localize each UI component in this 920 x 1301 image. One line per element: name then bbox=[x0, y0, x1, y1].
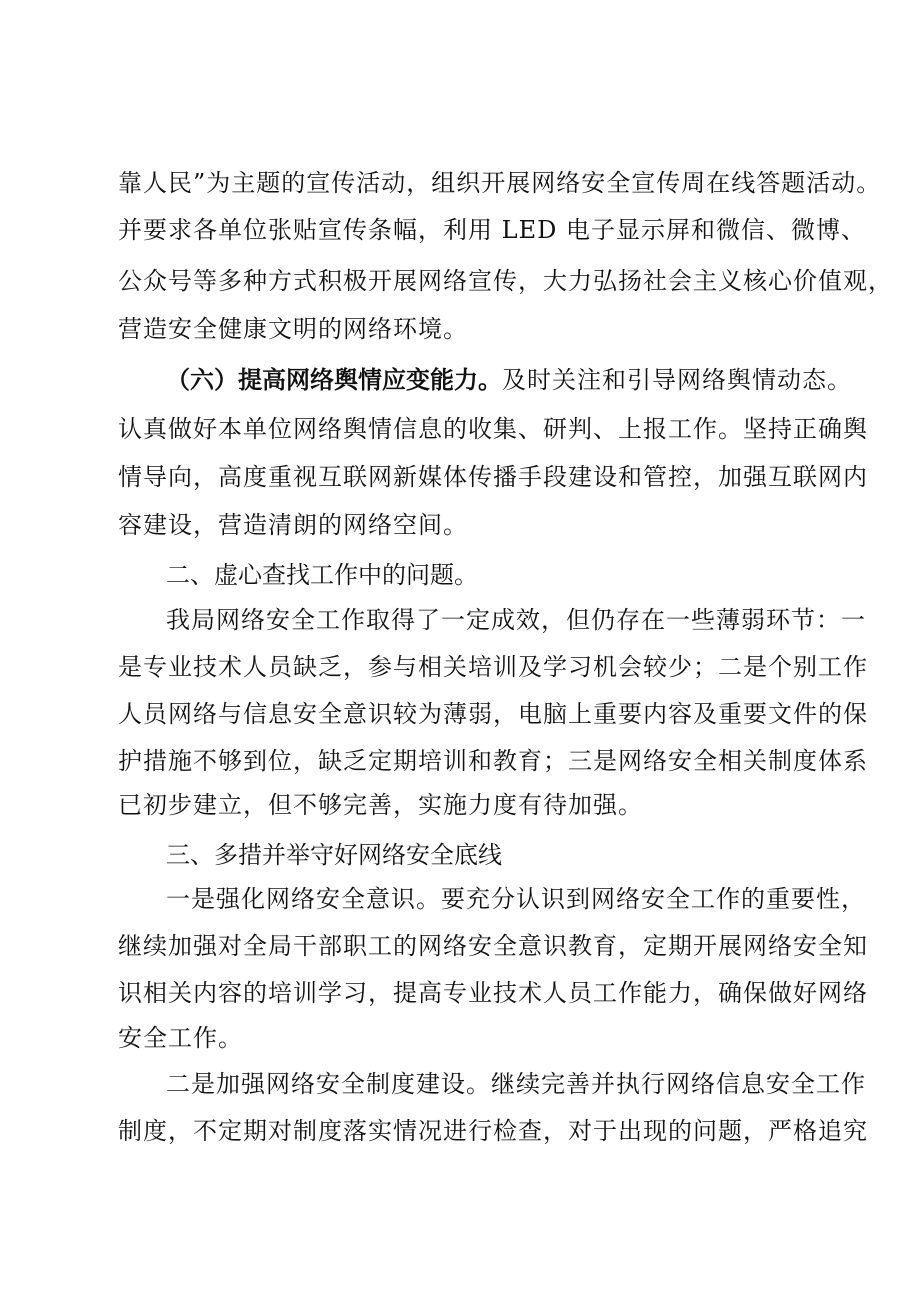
paragraph-line: 制度，不定期对制度落实情况进行检查，对于出现的问题，严格追究 bbox=[118, 1117, 868, 1145]
paragraph-line: 人员网络与信息安全意识较为薄弱，电脑上重要内容及重要文件的保 bbox=[118, 700, 868, 728]
section-six-text: 及时关注和引导网络舆情动态。 bbox=[502, 366, 852, 394]
paragraph-line: 继续加强对全局干部职工的网络安全意识教育，定期开展网络安全知 bbox=[118, 932, 868, 960]
paragraph-line: 靠人民”为主题的宣传活动，组织开展网络安全宣传周在线答题活动。 bbox=[118, 169, 882, 197]
paragraph-line: 营造安全健康文明的网络环境。 bbox=[118, 315, 468, 343]
paragraph-line: 二是加强网络安全制度建设。继续完善并执行网络信息安全工作 bbox=[166, 1070, 866, 1098]
paragraph-line: 已初步建立，但不够完善，实施力度有待加强。 bbox=[118, 791, 643, 819]
section-six-title: （六）提高网络舆情应变能力。 bbox=[166, 366, 502, 394]
paragraph-line: 并要求各单位张贴宣传条幅，利用 LED 电子显示屏和微信、微博、 bbox=[118, 216, 866, 244]
paragraph-line: 认真做好本单位网络舆情信息的收集、研判、上报工作。坚持正确舆 bbox=[118, 415, 868, 443]
paragraph-line: 容建设，营造清朗的网络空间。 bbox=[118, 511, 468, 539]
paragraph-line: 是专业技术人员缺乏，参与相关培训及学习机会较少；二是个别工作 bbox=[118, 653, 868, 681]
heading-two: 二、虚心查找工作中的问题。 bbox=[166, 561, 478, 589]
paragraph-line: 护措施不够到位，缺乏定期培训和教育；三是网络安全相关制度体系 bbox=[118, 747, 868, 775]
paragraph-line: 公众号等多种方式积极开展网络宣传，大力弘扬社会主义核心价值观， bbox=[118, 267, 893, 295]
paragraph-line: 一是强化网络安全意识。要充分认识到网络安全工作的重要性， bbox=[166, 885, 866, 913]
paragraph-line: 我局网络安全工作取得了一定成效，但仍存在一些薄弱环节：一 bbox=[166, 606, 866, 634]
paragraph-line: 安全工作。 bbox=[118, 1024, 243, 1052]
paragraph-line: 识相关内容的培训学习，提高专业技术人员工作能力，确保做好网络 bbox=[118, 979, 868, 1007]
heading-three: 三、多措并举守好网络安全底线 bbox=[166, 841, 502, 869]
section-six-line bbox=[166, 365, 852, 395]
paragraph-line: 情导向，高度重视互联网新媒体传播手段建设和管控，加强互联网内 bbox=[118, 463, 868, 491]
